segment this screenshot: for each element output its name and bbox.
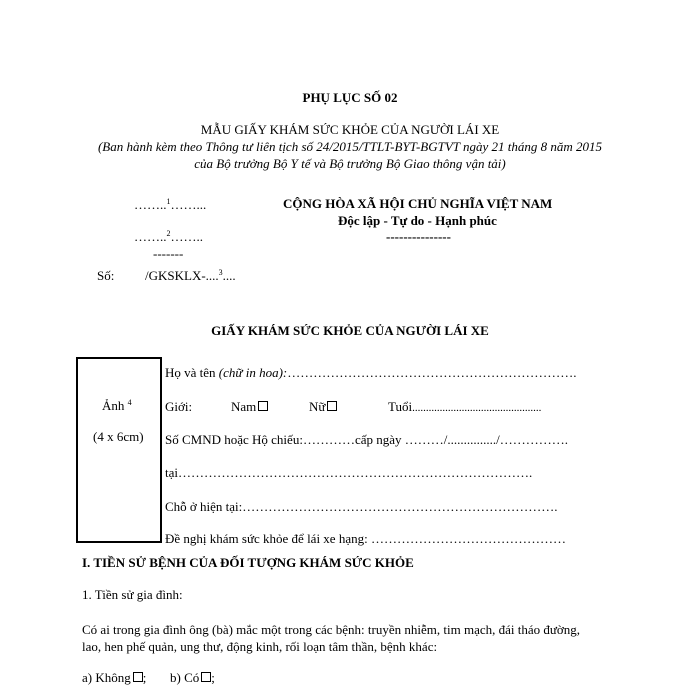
footnote-2: 2 bbox=[166, 229, 171, 238]
male-option[interactable]: Nam bbox=[231, 399, 268, 415]
photo-label: Ảnh $^4$ bbox=[102, 398, 132, 413]
issuing-authority-line: ……..$^1$……... bbox=[134, 197, 207, 212]
appendix-title: PHỤ LỤC SỐ 02 bbox=[302, 90, 398, 105]
footnote-4: 4 bbox=[127, 398, 132, 407]
option-yes-checkbox[interactable] bbox=[201, 672, 211, 682]
full-name-dots: …………………………………………………………. bbox=[287, 365, 577, 380]
female-checkbox[interactable] bbox=[327, 401, 337, 411]
photo-box bbox=[76, 357, 162, 543]
age-field[interactable]: Tuổi............................................... bbox=[388, 399, 542, 414]
footnote-3: 3 bbox=[218, 268, 223, 277]
option-yes[interactable]: b) Có ; bbox=[170, 670, 215, 685]
family-history-question-1: Có ai trong gia đình ông (bà) mắc một trong các bệnh: truyền nhiễm, tim mạch, đái tháo đường, bbox=[82, 622, 581, 637]
family-history-heading: 1. Tiền sử gia đình: bbox=[82, 587, 183, 602]
address-field[interactable]: Chỗ ở hiện tại:………………………………………………………………. bbox=[165, 499, 558, 514]
full-name-hint: (chữ in hoa): bbox=[218, 365, 288, 380]
issuance-line-2: của Bộ trưởng Bộ Y tế và Bộ trưởng Bộ Giao thông vận tải) bbox=[194, 156, 506, 171]
national-motto: Độc lập - Tự do - Hạnh phúc bbox=[338, 213, 497, 228]
form-name: MẪU GIẤY KHÁM SỨC KHỎE CỦA NGƯỜI LÁI XE bbox=[200, 122, 500, 137]
left-divider: ------- bbox=[153, 246, 184, 261]
document-title: GIẤY KHÁM SỨC KHỎE CỦA NGƯỜI LÁI XE bbox=[211, 323, 489, 338]
right-divider: --------------- bbox=[386, 229, 451, 244]
full-name-label: Họ và tên bbox=[165, 365, 219, 380]
country-name: CỘNG HÒA XÃ HỘI CHỦ NGHĨA VIỆT NAM bbox=[283, 196, 553, 211]
option-no[interactable]: a) Không ; bbox=[82, 670, 147, 685]
photo-size: (4 x 6cm) bbox=[93, 429, 144, 444]
issue-place-field[interactable]: tại………………………………………………………………………. bbox=[165, 465, 533, 480]
license-class-field[interactable]: Đề nghị khám sức khỏe để lái xe hạng: ……………………………………… bbox=[165, 531, 566, 546]
issue-date-label: cấp ngày bbox=[354, 432, 402, 447]
id-number-field[interactable]: Số CMND hoặc Hộ chiếu:…………cấp ngày ………/.............../……………. bbox=[165, 432, 568, 447]
footnote-1: 1 bbox=[166, 197, 171, 206]
female-option[interactable]: Nữ bbox=[309, 399, 337, 415]
issuance-line-1: (Ban hành kèm theo Thông tư liên tịch số 24/2015/TTLT-BYT-BGTVT ngày 21 tháng 8 năm 2015 bbox=[97, 139, 603, 154]
male-checkbox[interactable] bbox=[258, 401, 268, 411]
facility-name-line: ……..$^2$…….. bbox=[134, 229, 203, 244]
section-1-heading: I. TIỀN SỬ BỆNH CỦA ĐỐI TƯỢNG KHÁM SỨC KHỎE bbox=[82, 555, 414, 570]
document-number-label: Số: bbox=[97, 268, 115, 283]
gender-label: Giới: bbox=[165, 399, 193, 414]
option-no-checkbox[interactable] bbox=[133, 672, 143, 682]
document-number: /GKSKLX-....$^3$.... bbox=[145, 268, 236, 283]
family-history-question-2: lao, hen phế quản, ung thư, động kinh, rối loạn tâm thần, bệnh khác: bbox=[82, 639, 438, 654]
full-name-field[interactable] bbox=[165, 365, 577, 381]
issue-date-value: ………/.............../……………. bbox=[404, 432, 568, 447]
